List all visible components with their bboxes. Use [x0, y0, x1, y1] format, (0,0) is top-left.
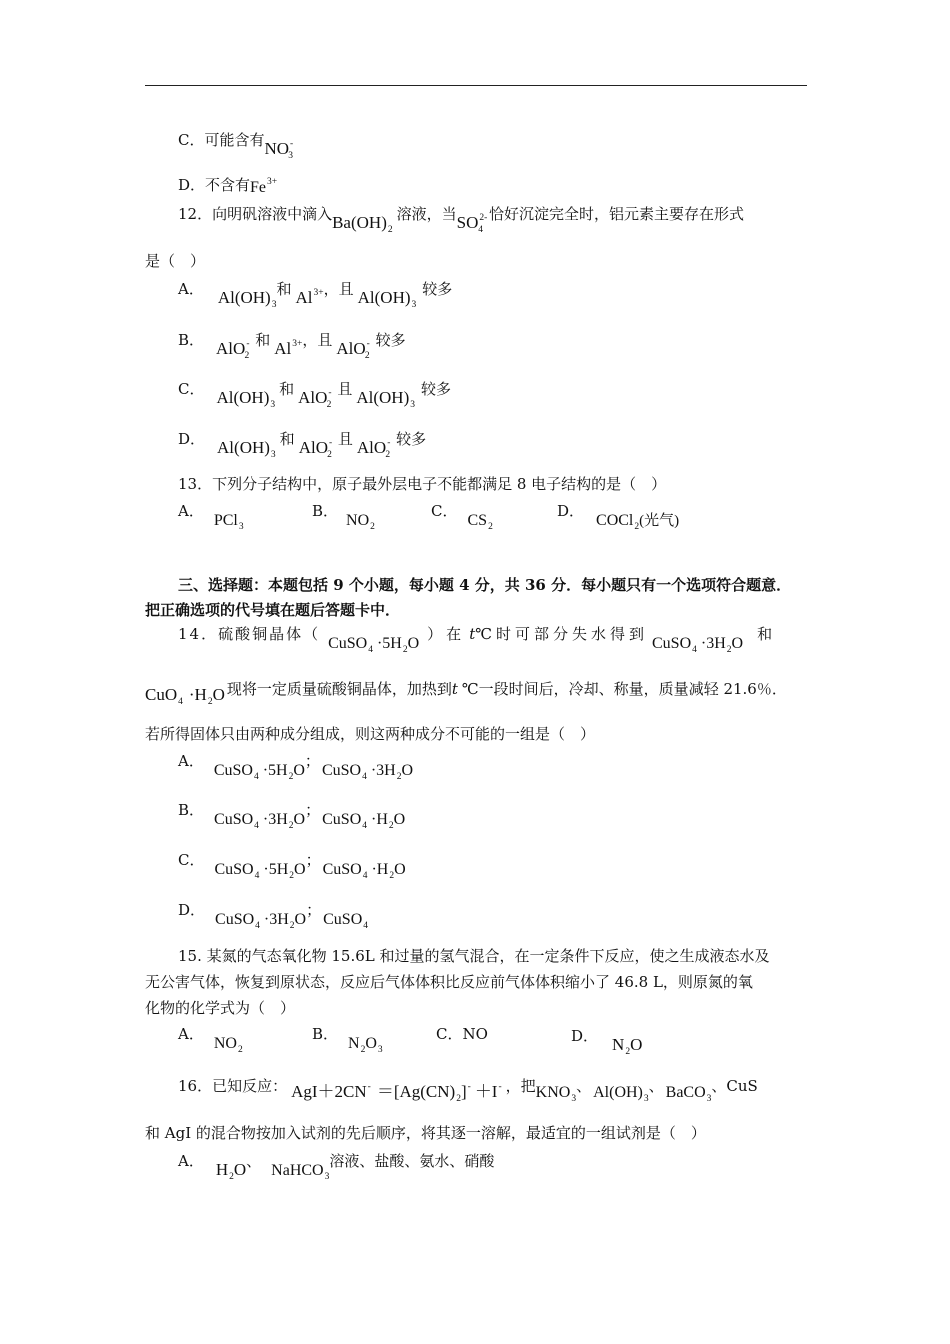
q14-question-line2: $CuO_4 \cdot H_2O$ 现将一定质量硫酸铜晶体，加热到t ℃一段时间后，冷却、称量，质量减轻 21.6％． [145, 680, 787, 707]
q15-question: 15. 某氮的气态氧化物 15.6L 和过量的氢气混合，在一定条件下反应，使之生成液态水及 [178, 947, 770, 965]
q13-option-c: C．$CS_2$ [431, 502, 493, 532]
q15-option-d: D． $N_2O$ [571, 1027, 643, 1057]
section3-heading: 三、选择题：本题包括 9 个小题，每小题 4 分，共 36 分．每小题只有一个选项符合题意． [178, 576, 792, 594]
q12-question-line2: 是（ ） [145, 252, 206, 270]
q11-option-d: D．不含有$Fe^{3+}$ [178, 176, 278, 196]
q15-question-line2: 无公害气体，恢复到原状态，反应后气体体积比反应前气体体积缩小了 46.8 L，则原氮的氧 [145, 973, 753, 991]
q14-option-d: D．CuSO$_4$ $\cdot 3H_2O$；CuSO$_4$ [178, 901, 368, 931]
q13-question: 13．下列分子结构中，原子最外层电子不能都满足 8 电子结构的是（ ） [178, 475, 667, 493]
q15-option-a: A．$NO_2$ [178, 1025, 243, 1055]
q12-option-b: B． AlO-$_2$和 $Al^{3+}$，且 AlO-$_2$较多 [178, 331, 406, 361]
section3-heading-line2: 把正确选项的代号填在题后答题卡中． [145, 601, 401, 619]
q14-option-c: C．CuSO$_4$ $\cdot 5H_2O$；CuSO$_4$ $\cdot H_2O$ [178, 851, 406, 881]
q13-option-a: A．PCl$_3$ [178, 502, 244, 532]
q15-question-line3: 化物的化学式为（ ） [145, 999, 296, 1017]
q16-question-line2: 和 AgI 的混合物按加入试剂的先后顺序，将其逐一溶解，最适宜的一组试剂是（ ） [145, 1124, 706, 1142]
q16-option-a: A． $H_2O$、NaHCO$_3$溶液、盐酸、氨水、硝酸 [178, 1152, 495, 1182]
q12-option-c: C． $Al(OH)_3$和 AlO-$_2$且 $Al(OH)_3$较多 [178, 380, 452, 410]
q13-option-b: B．$NO_2$ [312, 502, 375, 532]
header-rule [145, 85, 807, 86]
q14-question: 14．硫酸铜晶体（CuSO$_4$ $\cdot 5H_2O$）在 t℃时可部分失水得到CuSO$_4$ $\cdot 3H_2O$和 [178, 625, 773, 655]
q11-option-c: C．可能含有$NO^-_3$ [178, 131, 294, 161]
q12-question: 12．向明矾溶液中滴入$Ba(OH)_2$溶液，当$SO^{2-}_4$恰好沉淀完全时，铝元素主要存在形式 [178, 205, 745, 235]
q14-option-a: A．CuSO$_4$ $\cdot 5H_2O$；CuSO$_4$ $\cdot 3H_2O$ [178, 752, 414, 782]
q14-question-line3: 若所得固体只由两种成分组成，则这两种成分不可能的一组是（ ） [145, 725, 596, 743]
q16-question: 16．已知反应： $AgI+2CN^- =[Ag(CN)_2]^- +I^-$ ，把$KNO_3$、 $Al(OH)_3$、 BaCO$_3$、CuS [178, 1077, 758, 1104]
q12-option-a: A． $Al(OH)_3$和 $Al^{3+}$，且 $Al(OH)_3$较多 [178, 280, 453, 310]
q15-option-b: B．$N_2O_3$ [312, 1025, 383, 1055]
q13-option-d: D．COCl$_2$(光气) [557, 502, 680, 532]
q12-option-d: D． $Al(OH)_3$和 AlO-$_2$且 AlO-$_2$较多 [178, 430, 427, 460]
q15-option-c: C．NO [436, 1025, 488, 1043]
q14-option-b: B．CuSO$_4$ $\cdot 3H_2O$；CuSO$_4$ $\cdot H_2O$ [178, 801, 406, 831]
